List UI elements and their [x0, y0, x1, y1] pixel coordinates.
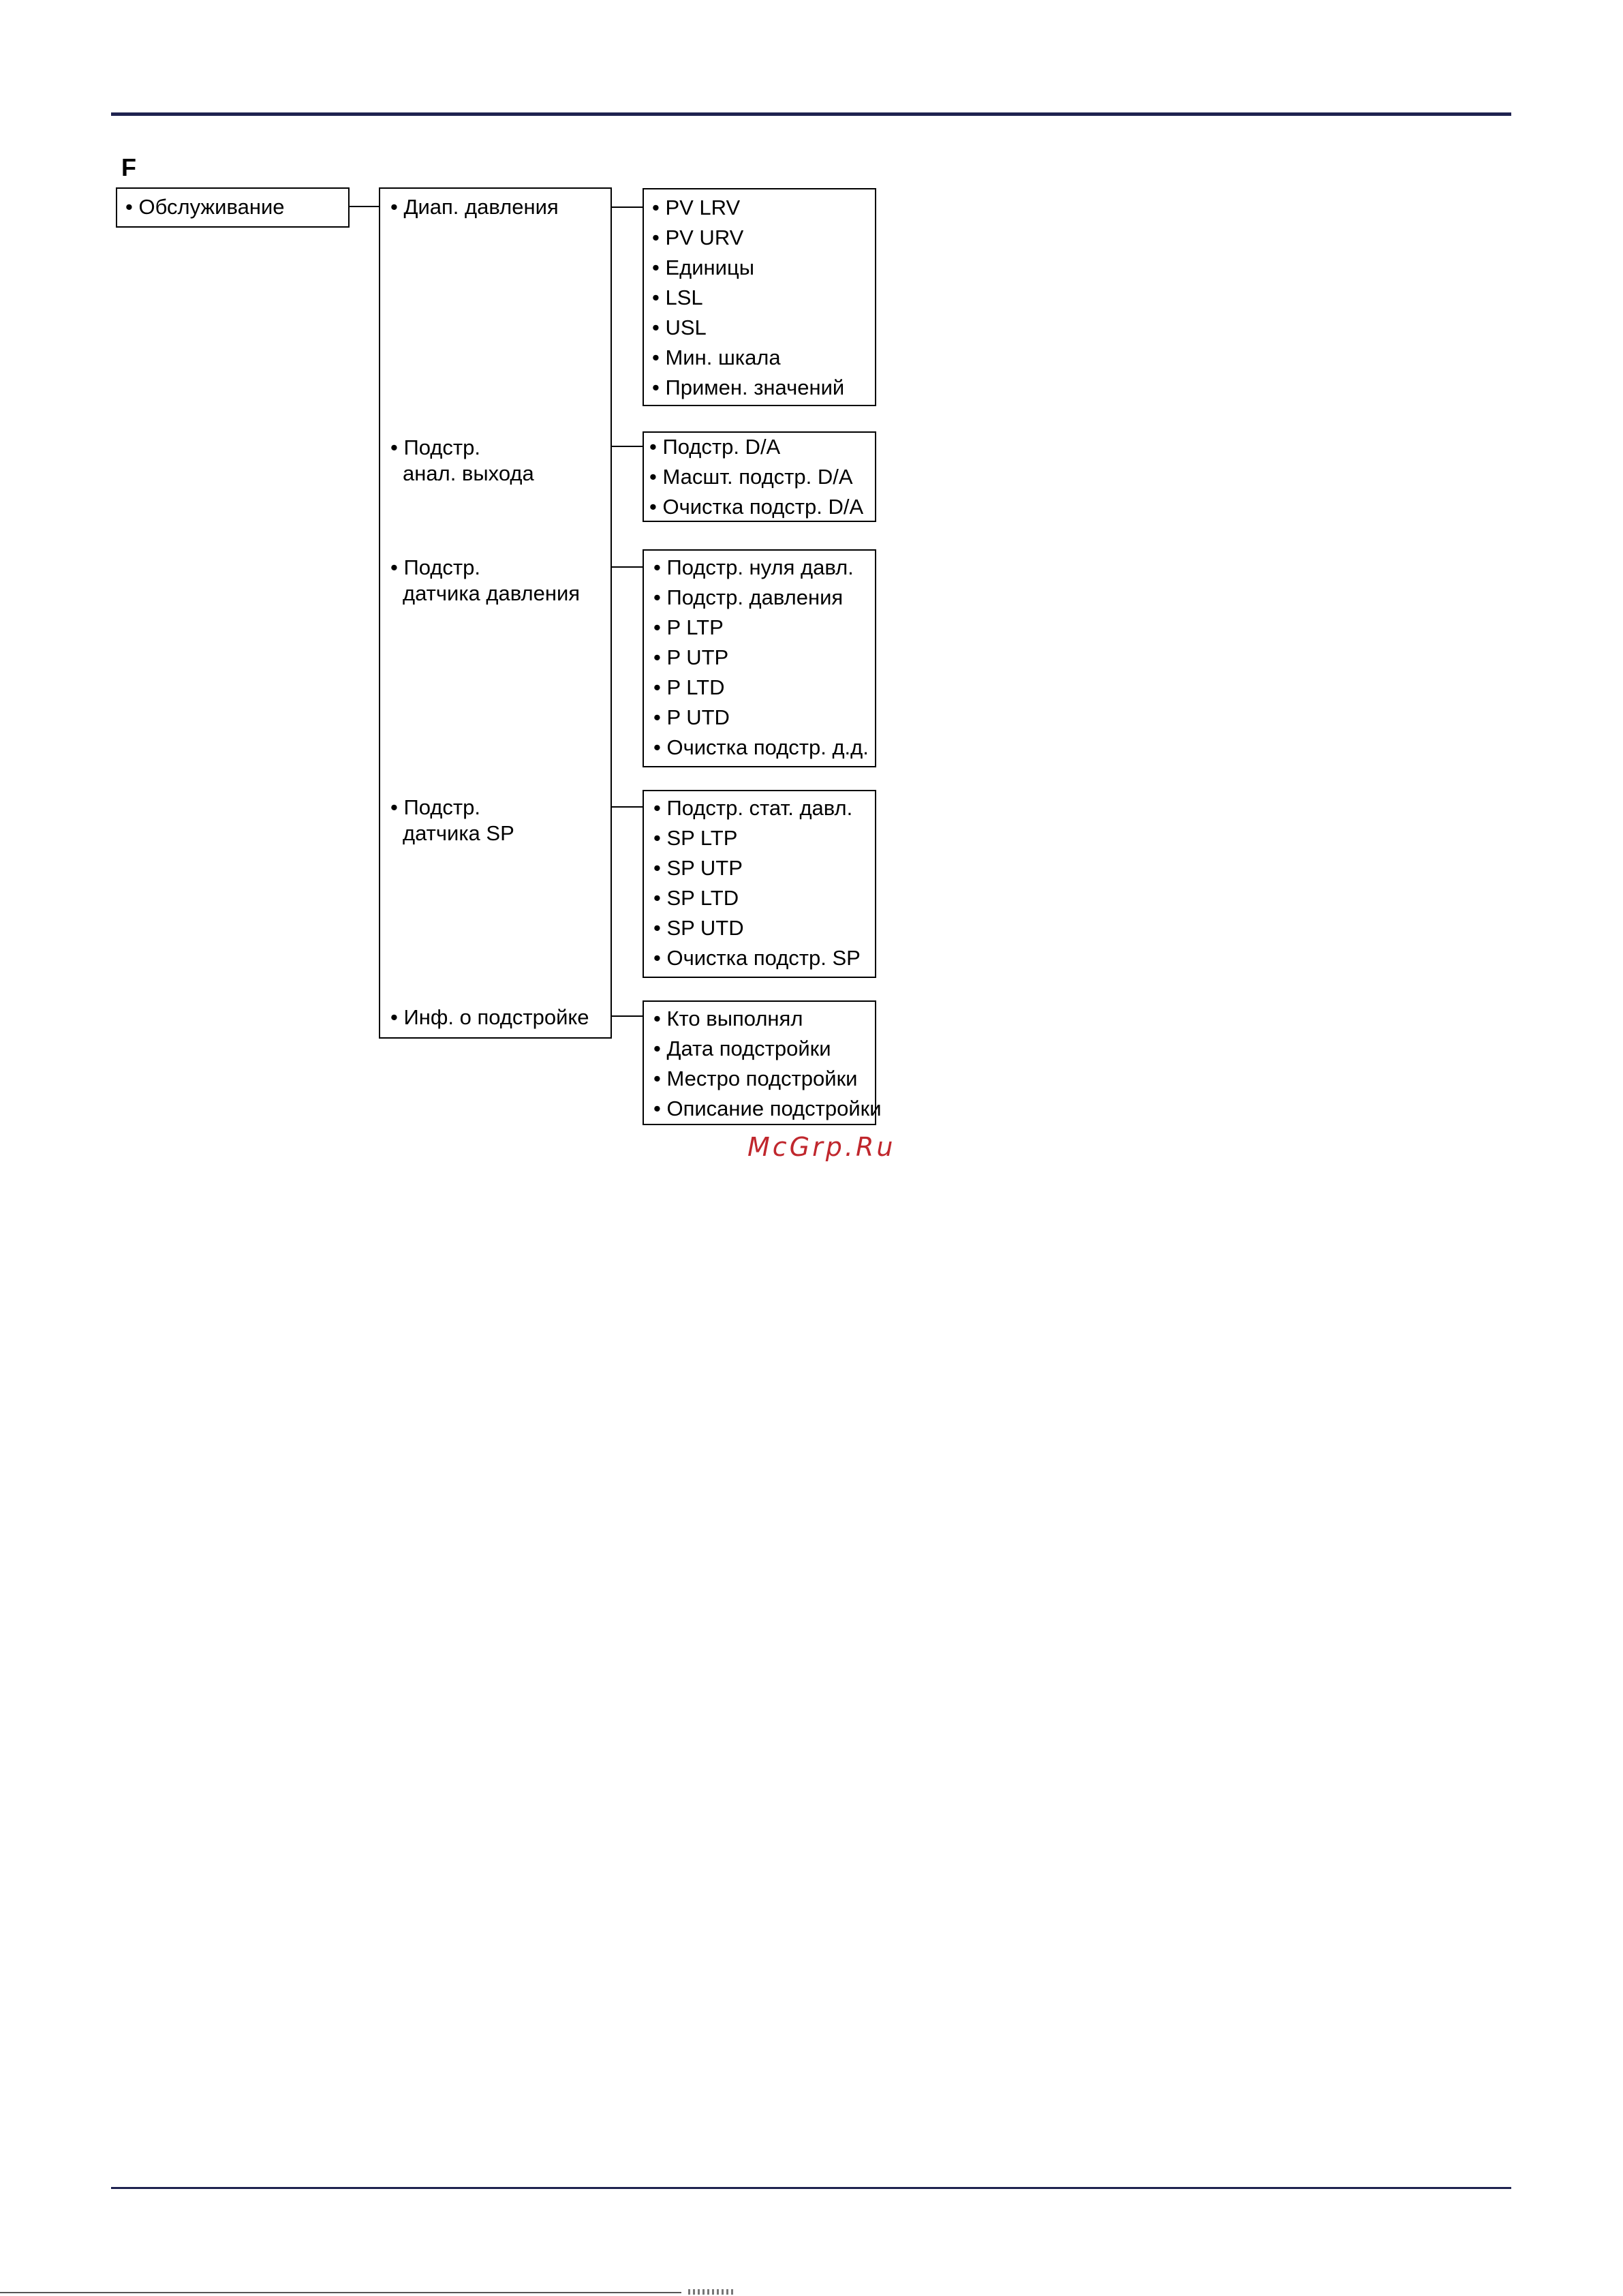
list-item: • Мин. шкала	[652, 346, 781, 369]
group-analog-output-trim	[643, 431, 876, 522]
level2-item-pressure-sensor-trim-line2: датчика давления	[403, 581, 581, 605]
connector-group-5	[612, 1015, 643, 1017]
list-item: • Подстр. давления	[653, 585, 844, 609]
watermark: McGrp.Ru	[747, 1132, 896, 1162]
scan-artifact-line	[0, 2292, 681, 2293]
group-sp-sensor-trim	[643, 790, 876, 978]
list-item: • Очистка подстр. SP	[653, 946, 861, 970]
connector-group-1	[612, 206, 643, 208]
level2-item-pressure-range: • Диап. давления	[390, 195, 559, 219]
level2-item-analog-output-trim-line2: анал. выхода	[403, 461, 534, 485]
group-pressure-sensor-trim	[643, 549, 876, 767]
connector-group-2	[612, 446, 643, 447]
list-item: • Местро подстройки	[653, 1067, 858, 1090]
level2-item-sp-sensor-trim: • Подстр.	[390, 795, 480, 819]
bottom-rule	[111, 2187, 1511, 2189]
list-item: • LSL	[652, 286, 703, 309]
list-item: • Подстр. стат. давл.	[653, 796, 853, 820]
list-item: • SP LTP	[653, 826, 738, 850]
list-item: • P UTP	[653, 645, 729, 669]
list-item: • P UTD	[653, 705, 730, 729]
list-item: • P LTP	[653, 615, 724, 639]
level2-item-analog-output-trim: • Подстр.	[390, 435, 480, 459]
level2-item-pressure-sensor-trim: • Подстр.	[390, 555, 480, 579]
list-item: • SP LTD	[653, 886, 739, 910]
scan-artifact-mark	[688, 2289, 736, 2295]
connector-group-3	[612, 566, 643, 568]
list-item: • Дата подстройки	[653, 1037, 831, 1060]
list-item: • Очистка подстр. D/A	[649, 495, 864, 519]
group-trim-info	[643, 1000, 882, 1125]
list-item: • SP UTP	[653, 856, 743, 880]
list-item: • Описание подстройки	[653, 1097, 882, 1120]
level2-box	[379, 187, 612, 1039]
list-item: • Кто выполнял	[653, 1007, 803, 1030]
list-item: • Подстр. D/A	[649, 435, 781, 459]
list-item: • SP UTD	[653, 916, 744, 940]
list-item: • USL	[652, 316, 707, 339]
list-item: • PV URV	[652, 226, 744, 249]
list-item: • Примен. значений	[652, 376, 845, 399]
list-item: • PV LRV	[652, 196, 741, 219]
list-item: • Масшт. подстр. D/A	[649, 465, 853, 489]
level2-item-trim-info: • Инф. о подстройке	[390, 1005, 589, 1029]
list-item: • Единицы	[652, 256, 755, 279]
list-item: • P LTD	[653, 675, 725, 699]
connector-root-to-level2	[350, 206, 380, 207]
root-label: • Обслуживание	[125, 195, 285, 219]
list-item: • Очистка подстр. д.д.	[653, 735, 869, 759]
list-item: • Подстр. нуля давл.	[653, 555, 854, 579]
connector-group-4	[612, 806, 643, 808]
top-rule	[111, 112, 1511, 116]
root-box	[116, 187, 350, 228]
section-label: F	[121, 153, 136, 181]
level2-item-sp-sensor-trim-line2: датчика SP	[403, 821, 514, 845]
group-pressure-range	[643, 188, 876, 406]
